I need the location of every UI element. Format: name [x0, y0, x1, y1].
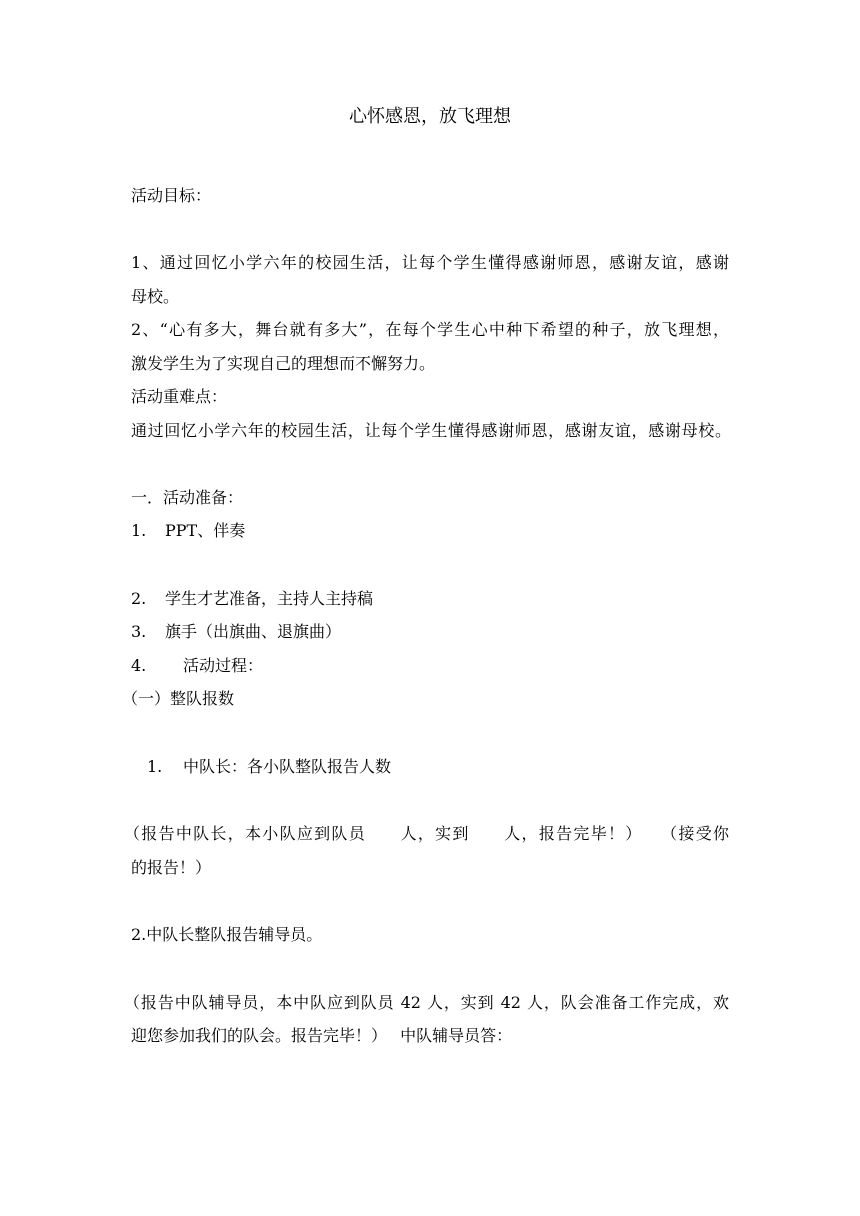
prep-3-text: 旗手（出旗曲、退旗曲）: [165, 622, 342, 641]
prep-2-number: 2.: [131, 589, 147, 608]
step-1-text: 中队长：各小队整队报告人数: [183, 757, 392, 776]
step-2-text: 2.中队长整队报告辅导员。: [131, 925, 323, 944]
process-1-heading: （一）整队报数: [122, 689, 235, 708]
prep-heading: 一．活动准备：: [131, 488, 244, 507]
prep-4-text: 活动过程：: [183, 656, 264, 675]
report-1-line-2: 的报告！）: [131, 858, 212, 877]
document-title: 心怀感恩，放飞理想: [349, 106, 511, 127]
goal-2-line-2: 激发学生为了实现自己的理想而不懈努力。: [131, 354, 436, 373]
prep-4-number: 4.: [131, 656, 147, 675]
report-2-line-2: 迎您参加我们的队会。报告完毕！） 中队辅导员答：: [131, 1026, 513, 1045]
goal-1-line-2: 母校。: [131, 287, 180, 306]
goal-heading: 活动目标：: [131, 186, 212, 205]
prep-1-number: 1.: [131, 521, 147, 540]
prep-1-text: PPT、伴奏: [165, 521, 246, 540]
report-2-line-1: （报告中队辅导员，本中队应到队员 42 人，实到 42 人，队会准备工作完成，欢: [124, 993, 729, 1012]
step-1-number: 1.: [147, 757, 163, 776]
key-point-text: 通过回忆小学六年的校园生活，让每个学生懂得感谢师恩，感谢友谊，感谢母校。: [131, 421, 731, 440]
report-1-line-1: （报告中队长，本小队应到队员 人，实到 人，报告完毕！） （接受你: [124, 824, 729, 843]
goal-1-line-1: 1、通过回忆小学六年的校园生活，让每个学生懂得感谢师恩，感谢友谊，感谢: [131, 253, 729, 272]
prep-2-text: 学生才艺准备，主持人主持稿: [165, 589, 374, 608]
prep-3-number: 3.: [131, 622, 147, 641]
key-point-heading: 活动重难点：: [131, 387, 228, 406]
goal-2-line-1: 2、“心有多大，舞台就有多大”，在每个学生心中种下希望的种子，放飞理想，: [131, 320, 729, 339]
